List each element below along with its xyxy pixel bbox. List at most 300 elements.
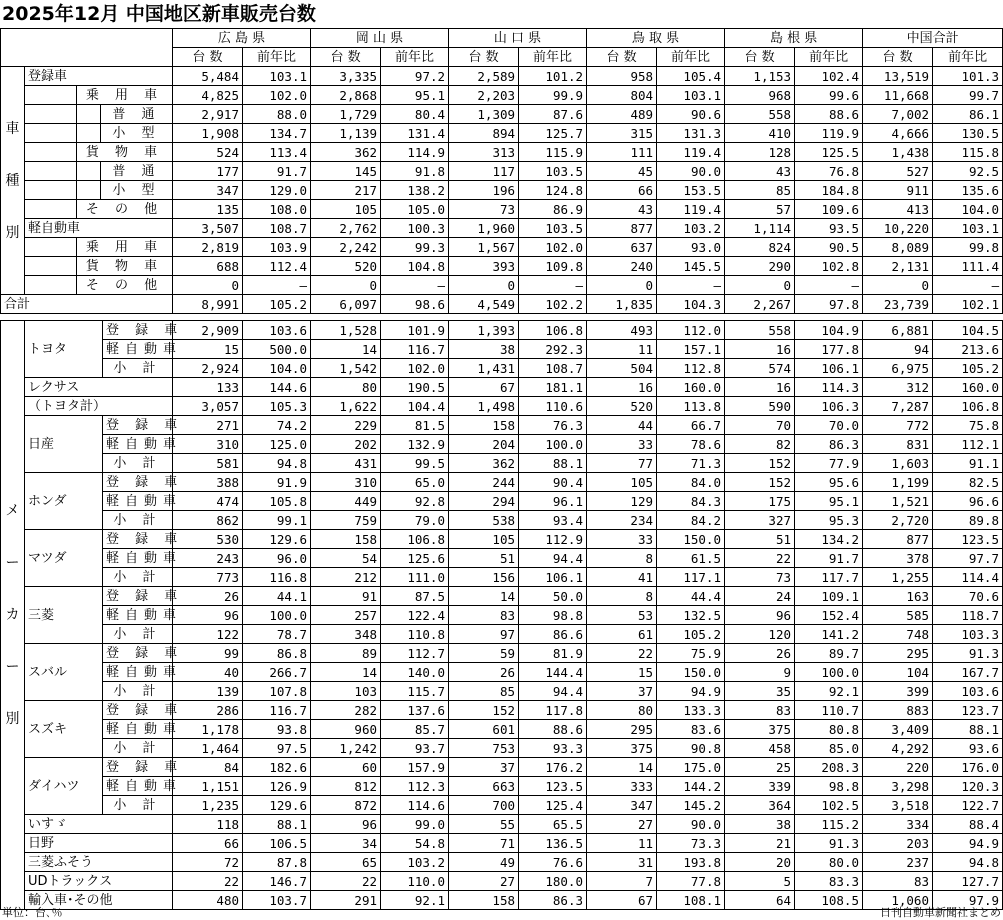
table-cell: 71 [449, 834, 519, 853]
maker-name: 輸入車･その他 [25, 891, 173, 910]
table-cell: 156 [449, 568, 519, 587]
table-cell: 160.0 [657, 378, 725, 397]
table-cell: 558 [725, 105, 795, 124]
table-cell: 0 [311, 276, 381, 295]
table-cell: 158 [449, 891, 519, 910]
table-cell: 71.3 [657, 454, 725, 473]
maker-name: ホンダ [25, 473, 103, 530]
table-cell: 106.8 [381, 530, 449, 549]
table-cell: 102.0 [381, 359, 449, 378]
row-label: 普 通 [101, 105, 173, 124]
table-cell: 102.2 [519, 295, 587, 314]
table-cell: 92.1 [381, 891, 449, 910]
table-cell: 54 [311, 549, 381, 568]
table-cell: 106.5 [243, 834, 311, 853]
table-cell: 1,438 [863, 143, 933, 162]
table-cell: 804 [587, 86, 657, 105]
maker-subcategory: 小 計 [103, 625, 173, 644]
table-cell: 97.7 [933, 549, 1003, 568]
table-cell: 80 [587, 701, 657, 720]
table-cell: 877 [587, 219, 657, 238]
table-cell: 458 [725, 739, 795, 758]
table-cell: 111.0 [381, 568, 449, 587]
table-row [1, 701, 1003, 720]
table-cell: 103.1 [243, 67, 311, 86]
table-cell: 26 [173, 587, 243, 606]
table-cell: 119.9 [795, 124, 863, 143]
row-indent [77, 181, 101, 200]
table-cell: 96 [173, 606, 243, 625]
table-cell: 237 [863, 853, 933, 872]
table-cell: 120 [725, 625, 795, 644]
table-cell: 98.6 [381, 295, 449, 314]
table-cell: 1,255 [863, 568, 933, 587]
units-header: 台 数 [449, 48, 519, 67]
maker-subcategory: 登 録 車 [103, 416, 173, 435]
prefecture-header: 鳥 取 県 [587, 29, 725, 48]
table-cell: 348 [311, 625, 381, 644]
table-cell: 772 [863, 416, 933, 435]
table-cell: 31 [587, 853, 657, 872]
table-cell: 176.0 [933, 758, 1003, 777]
table-cell: 115.8 [933, 143, 1003, 162]
table-cell: 112.8 [657, 359, 725, 378]
table-cell: 104.3 [657, 295, 725, 314]
table-cell: 759 [311, 511, 381, 530]
table-cell: 894 [449, 124, 519, 143]
table-cell: 83 [863, 872, 933, 891]
table-cell: 103.2 [381, 853, 449, 872]
table-cell: 105.0 [381, 200, 449, 219]
maker-subcategory: 登 録 車 [103, 587, 173, 606]
table-row [1, 891, 1003, 910]
row-label: 貨 物 車 [77, 257, 173, 276]
table-cell: 585 [863, 606, 933, 625]
table-cell: 103.1 [657, 86, 725, 105]
table-cell: 2,868 [311, 86, 381, 105]
maker-subcategory: 小 計 [103, 359, 173, 378]
table-cell: 27 [449, 872, 519, 891]
table-row [1, 872, 1003, 891]
table-row [1, 181, 1003, 200]
table-cell: 20 [725, 853, 795, 872]
table-cell: 110.8 [381, 625, 449, 644]
table-cell: 50.0 [519, 587, 587, 606]
table-cell: 1,393 [449, 321, 519, 340]
table-cell: 85 [449, 682, 519, 701]
table-cell: 93.4 [519, 511, 587, 530]
table-cell: 145.2 [657, 796, 725, 815]
table-cell: 99.3 [381, 238, 449, 257]
table-cell: 1,622 [311, 397, 381, 416]
table-cell: 85.0 [795, 739, 863, 758]
table-cell: 112.4 [243, 257, 311, 276]
table-cell: 89.7 [795, 644, 863, 663]
table-row [1, 663, 1003, 682]
table-cell: 378 [863, 549, 933, 568]
table-cell: 1,151 [173, 777, 243, 796]
table-cell: 49 [449, 853, 519, 872]
table-cell: 86.3 [795, 435, 863, 454]
table-cell: 76.6 [519, 853, 587, 872]
table-cell: 14 [587, 758, 657, 777]
table-cell: 86.3 [519, 891, 587, 910]
table-cell: 960 [311, 720, 381, 739]
table-cell: 872 [311, 796, 381, 815]
table-cell: 114.6 [381, 796, 449, 815]
table-row [1, 511, 1003, 530]
maker-subcategory: 登 録 車 [103, 321, 173, 340]
table-cell: 1,835 [587, 295, 657, 314]
table-cell: 0 [449, 276, 519, 295]
table-row [1, 739, 1003, 758]
table-cell: 131.4 [381, 124, 449, 143]
table-cell: 25 [725, 758, 795, 777]
table-cell: 103.5 [519, 162, 587, 181]
table-cell: 111 [587, 143, 657, 162]
table-cell: 773 [173, 568, 243, 587]
table-cell: 66 [173, 834, 243, 853]
table-cell: 79.0 [381, 511, 449, 530]
table-cell: 87.5 [381, 587, 449, 606]
prefecture-header: 山 口 県 [449, 29, 587, 48]
table-cell: 113.8 [657, 397, 725, 416]
table-cell: 88.1 [519, 454, 587, 473]
table-row [1, 276, 1003, 295]
yoy-header: 前年比 [795, 48, 863, 67]
table-cell: 65 [311, 853, 381, 872]
table-cell: 114.4 [933, 568, 1003, 587]
table-row [1, 568, 1003, 587]
table-cell: 105.2 [933, 359, 1003, 378]
table-cell: 243 [173, 549, 243, 568]
table-cell: 4,825 [173, 86, 243, 105]
row-indent [25, 86, 77, 105]
row-indent [77, 124, 101, 143]
table-cell: 64 [725, 891, 795, 910]
table-cell: 177.8 [795, 340, 863, 359]
table-cell: 94.4 [519, 549, 587, 568]
table-cell: 126.9 [243, 777, 311, 796]
table-cell: 16 [725, 378, 795, 397]
table-cell: 3,335 [311, 67, 381, 86]
table-cell: 99.0 [381, 815, 449, 834]
table-cell: 134.2 [795, 530, 863, 549]
row-label: 乗 用 車 [77, 238, 173, 257]
table-cell: 110.7 [795, 701, 863, 720]
table-cell: 86.9 [519, 200, 587, 219]
table-cell: 748 [863, 625, 933, 644]
table-cell: 104.0 [933, 200, 1003, 219]
table-cell: 14 [311, 663, 381, 682]
table-cell: 80.0 [795, 853, 863, 872]
prefecture-header: 中国合計 [863, 29, 1003, 48]
maker-subcategory: 小 計 [103, 454, 173, 473]
table-cell: 112.3 [381, 777, 449, 796]
table-cell: 85.7 [381, 720, 449, 739]
table-cell: 334 [863, 815, 933, 834]
table-cell: 67 [587, 891, 657, 910]
table-cell: 129.0 [243, 181, 311, 200]
table-cell: 92.1 [795, 682, 863, 701]
table-cell: 96.6 [933, 492, 1003, 511]
maker-subcategory: 軽自動車 [103, 606, 173, 625]
table-cell: 103.9 [243, 238, 311, 257]
table-cell: 103.7 [243, 891, 311, 910]
table-cell: 78.6 [657, 435, 725, 454]
table-cell: 41 [587, 568, 657, 587]
table-cell: 74.2 [243, 416, 311, 435]
row-indent [77, 105, 101, 124]
table-cell: 106.3 [795, 397, 863, 416]
table-cell: 257 [311, 606, 381, 625]
table-cell: 97.2 [381, 67, 449, 86]
table-cell: 104 [863, 663, 933, 682]
table-cell: 88.0 [243, 105, 311, 124]
table-row [1, 625, 1003, 644]
table-cell: 117.7 [795, 568, 863, 587]
table-row [1, 549, 1003, 568]
table-cell: 115.9 [519, 143, 587, 162]
table-cell: 7 [587, 872, 657, 891]
table-cell: 21 [725, 834, 795, 853]
table-cell: 76.3 [519, 416, 587, 435]
table-cell: 82.5 [933, 473, 1003, 492]
table-cell: 290 [725, 257, 795, 276]
table-row [1, 473, 1003, 492]
table-cell: 145.5 [657, 257, 725, 276]
table-cell: 27 [587, 815, 657, 834]
maker-subcategory: 登 録 車 [103, 758, 173, 777]
unit-note: 単位：台､％ [2, 906, 63, 919]
table-cell: 93.3 [519, 739, 587, 758]
table-cell: 84.2 [657, 511, 725, 530]
table-cell: 339 [725, 777, 795, 796]
table-cell: 177 [173, 162, 243, 181]
table-cell: 286 [173, 701, 243, 720]
table-cell: 113.4 [243, 143, 311, 162]
table-cell: 190.5 [381, 378, 449, 397]
table-cell: 123.7 [933, 701, 1003, 720]
table-cell: 294 [449, 492, 519, 511]
table-cell: 6,881 [863, 321, 933, 340]
table-row [1, 257, 1003, 276]
table-cell: — [519, 276, 587, 295]
table-cell: 117.1 [657, 568, 725, 587]
table-cell: 911 [863, 181, 933, 200]
table-cell: 144.4 [519, 663, 587, 682]
table-cell: 61 [587, 625, 657, 644]
table-cell: 137.6 [381, 701, 449, 720]
table-cell: 112.1 [933, 435, 1003, 454]
table-cell: 158 [311, 530, 381, 549]
table-cell: 4,292 [863, 739, 933, 758]
table-cell: 90.6 [657, 105, 725, 124]
table-cell: 1,464 [173, 739, 243, 758]
table-cell: 115.2 [795, 815, 863, 834]
table-cell: 663 [449, 777, 519, 796]
table-cell: 1,542 [311, 359, 381, 378]
table-cell: 1,309 [449, 105, 519, 124]
table-cell: 133.3 [657, 701, 725, 720]
table-cell: 102.5 [795, 796, 863, 815]
table-cell: 35 [725, 682, 795, 701]
table-cell: 88.1 [243, 815, 311, 834]
table-cell: 2,909 [173, 321, 243, 340]
table-cell: 70.6 [933, 587, 1003, 606]
table-row [1, 219, 1003, 238]
table-cell: 83 [449, 606, 519, 625]
table-cell: 877 [863, 530, 933, 549]
maker-name: マツダ [25, 530, 103, 587]
table-cell: 94.8 [933, 853, 1003, 872]
table-cell: 753 [449, 739, 519, 758]
table-cell: 102.1 [933, 295, 1003, 314]
table-cell: 99.7 [933, 86, 1003, 105]
maker-subcategory: 登 録 車 [103, 473, 173, 492]
units-header: 台 数 [725, 48, 795, 67]
table-cell: 1,114 [725, 219, 795, 238]
table-cell: 8,991 [173, 295, 243, 314]
table-cell: 130.5 [933, 124, 1003, 143]
table-cell: 103.6 [933, 682, 1003, 701]
table-cell: 6,975 [863, 359, 933, 378]
table-cell: 91.3 [795, 834, 863, 853]
table-cell: 118.7 [933, 606, 1003, 625]
table-cell: 96 [725, 606, 795, 625]
table-cell: 78.7 [243, 625, 311, 644]
table-cell: 85 [725, 181, 795, 200]
table-cell: 2,242 [311, 238, 381, 257]
table-cell: 7,287 [863, 397, 933, 416]
table-cell: 106.8 [933, 397, 1003, 416]
table-cell: 0 [725, 276, 795, 295]
maker-name: （トヨタ計） [25, 397, 173, 416]
table-cell: 5,484 [173, 67, 243, 86]
table-cell: 15 [587, 663, 657, 682]
table-cell: 11,668 [863, 86, 933, 105]
table-cell: 208.3 [795, 758, 863, 777]
table-cell: 100.0 [243, 606, 311, 625]
table-cell: 150.0 [657, 663, 725, 682]
table-cell: 2,917 [173, 105, 243, 124]
table-cell: 95.3 [795, 511, 863, 530]
table-cell: 124.8 [519, 181, 587, 200]
table-cell: 99.9 [519, 86, 587, 105]
table-cell: 347 [173, 181, 243, 200]
table-cell: 6,097 [311, 295, 381, 314]
table-cell: 101.3 [933, 67, 1003, 86]
table-cell: 93.0 [657, 238, 725, 257]
table-cell: 105 [449, 530, 519, 549]
units-header: 台 数 [863, 48, 933, 67]
table-cell: 204 [449, 435, 519, 454]
table-cell: 38 [449, 340, 519, 359]
table-cell: 310 [173, 435, 243, 454]
table-cell: 313 [449, 143, 519, 162]
table-cell: 84.3 [657, 492, 725, 511]
maker-subcategory: 軽自動車 [103, 340, 173, 359]
table-cell: 118 [173, 815, 243, 834]
table-cell: 375 [587, 739, 657, 758]
table-cell: 292.3 [519, 340, 587, 359]
table-row [1, 530, 1003, 549]
table-cell: 144.2 [657, 777, 725, 796]
row-indent [25, 181, 77, 200]
table-cell: 103.1 [933, 219, 1003, 238]
table-cell: 24 [725, 587, 795, 606]
row-indent [25, 124, 77, 143]
table-cell: 103.3 [933, 625, 1003, 644]
table-cell: 4,549 [449, 295, 519, 314]
table-cell: 37 [449, 758, 519, 777]
maker-name: スズキ [25, 701, 103, 758]
table-cell: 504 [587, 359, 657, 378]
table-cell: 106.1 [795, 359, 863, 378]
table-cell: 90.0 [657, 162, 725, 181]
maker-subcategory: 小 計 [103, 568, 173, 587]
maker-name: 日野 [25, 834, 173, 853]
table-row [1, 435, 1003, 454]
table-cell: 93.7 [381, 739, 449, 758]
table-cell: — [243, 276, 311, 295]
table-cell: 393 [449, 257, 519, 276]
row-label: 軽自動車 [25, 219, 173, 238]
table-cell: 175 [725, 492, 795, 511]
page-title: 2025年12月 中国地区新車販売台数 [2, 3, 316, 25]
table-cell: 23,739 [863, 295, 933, 314]
table-cell: 76.8 [795, 162, 863, 181]
maker-name: 日産 [25, 416, 103, 473]
table-cell: 181.1 [519, 378, 587, 397]
table-cell: 44 [587, 416, 657, 435]
table-cell: 26 [725, 644, 795, 663]
table-cell: 102.8 [795, 257, 863, 276]
maker-subcategory: 軽自動車 [103, 777, 173, 796]
table-cell: 104.5 [933, 321, 1003, 340]
table-cell: 182.6 [243, 758, 311, 777]
maker-name: 三菱 [25, 587, 103, 644]
table-row [1, 853, 1003, 872]
table-row [1, 162, 1003, 181]
table-cell: 94 [863, 340, 933, 359]
table-cell: 84.0 [657, 473, 725, 492]
table-cell: 184.8 [795, 181, 863, 200]
table-cell: 92.5 [933, 162, 1003, 181]
table-cell: 14 [311, 340, 381, 359]
table-cell: 3,518 [863, 796, 933, 815]
table-cell: 91.7 [795, 549, 863, 568]
table-cell: 99.5 [381, 454, 449, 473]
header-corner [1, 29, 173, 67]
table-cell: 127.7 [933, 872, 1003, 891]
table-cell: 99.1 [243, 511, 311, 530]
table-cell: 1,199 [863, 473, 933, 492]
table-cell: 90.8 [657, 739, 725, 758]
table-cell: 153.5 [657, 181, 725, 200]
table-cell: 8,089 [863, 238, 933, 257]
maker-subcategory: 登 録 車 [103, 701, 173, 720]
table-cell: 150.0 [657, 530, 725, 549]
table-cell: 2,203 [449, 86, 519, 105]
maker-subcategory: 軽自動車 [103, 435, 173, 454]
table-cell: 291 [311, 891, 381, 910]
table-cell: 0 [173, 276, 243, 295]
table-cell: 601 [449, 720, 519, 739]
table-cell: 1,153 [725, 67, 795, 86]
table-cell: 244 [449, 473, 519, 492]
table-cell: 57 [725, 200, 795, 219]
